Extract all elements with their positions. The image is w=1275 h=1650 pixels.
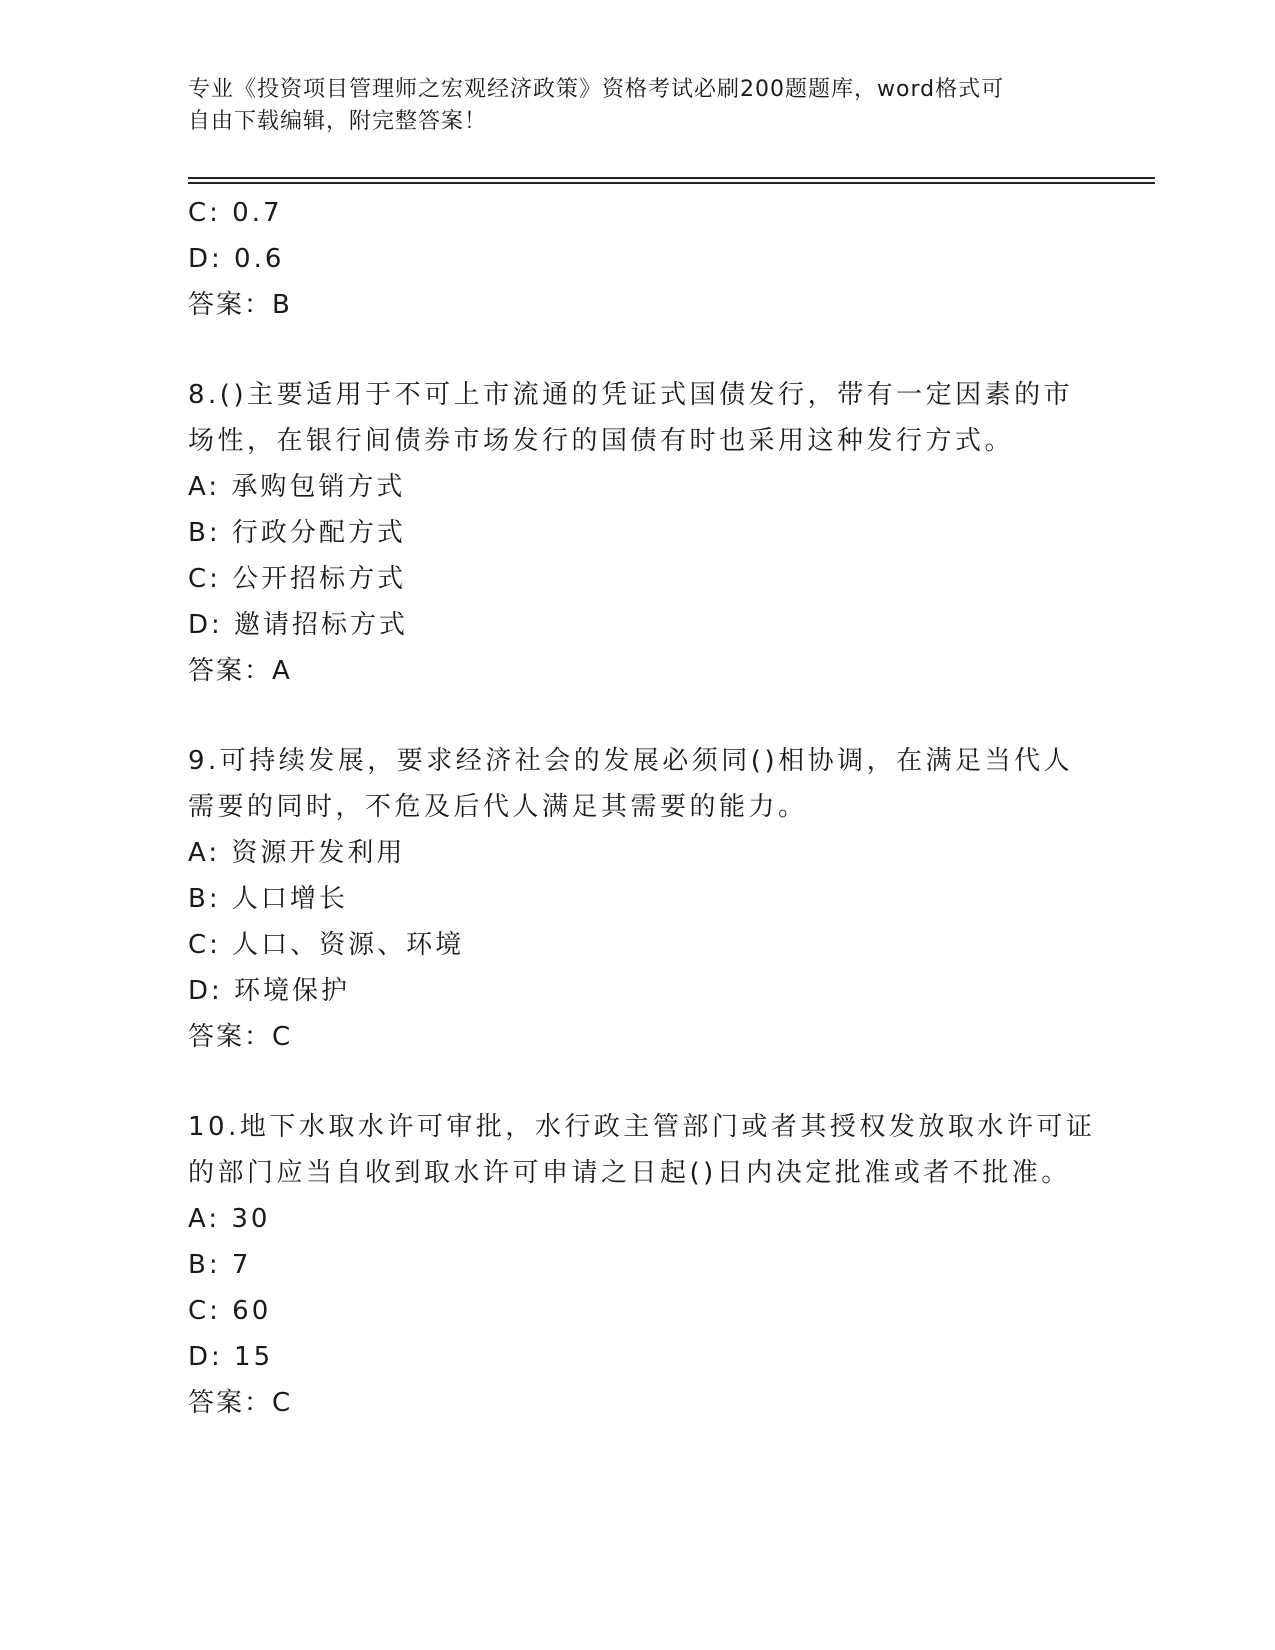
question-9 [188,738,1088,1060]
previous-question-tail [188,190,1088,328]
answer-line: 答案：C [188,1388,293,1418]
header-divider-bottom [188,182,1155,184]
answer-line: 答案：C [188,1022,293,1052]
option-d: D: 0.6 [188,244,285,274]
question-text-line: 10.地下水取水许可审批，水行政主管部门或者其授权发放取水许可证 [188,1112,1096,1142]
option-a: A: 资源开发利用 [188,838,406,868]
option-a: A: 30 [188,1204,271,1234]
question-10 [188,1104,1096,1426]
option-c: C: 公开招标方式 [188,564,407,594]
option-c: C: 0.7 [188,198,283,228]
question-list [188,190,1096,1426]
document-header [188,74,1068,138]
option-c: C: 60 [188,1296,272,1326]
option-d: D: 邀请招标方式 [188,610,409,640]
question-text-line: 9.可持续发展，要求经济社会的发展必须同()相协调，在满足当代人 [188,746,1074,776]
question-8 [188,372,1088,694]
question-text-line: 的部门应当自收到取水许可申请之日起()日内决定批准或者不批准。 [188,1158,1071,1188]
option-d: D: 环境保护 [188,976,351,1006]
option-a: A: 承购包销方式 [188,472,406,502]
answer-line: 答案：B [188,290,292,320]
header-line-1: 专业《投资项目管理师之宏观经济政策》资格考试必刷200题题库，word格式可 [188,77,1005,102]
option-d: D: 15 [188,1342,274,1372]
header-line-2: 自由下载编辑，附完整答案！ [188,109,488,134]
option-c: C: 人口、资源、环境 [188,930,465,960]
question-text [188,738,1088,830]
option-b: B: 人口增长 [188,884,348,914]
header-divider-top [188,177,1155,179]
answer-line: 答案：A [188,656,292,686]
question-text-line: 需要的同时，不危及后代人满足其需要的能力。 [188,792,808,822]
question-text [188,1104,1096,1196]
question-text-line: 场性，在银行间债券市场发行的国债有时也采用这种发行方式。 [188,426,1015,456]
question-text-line: 8.()主要适用于不可上市流通的凭证式国债发行，带有一定因素的市 [188,380,1074,410]
option-b: B: 行政分配方式 [188,518,406,548]
question-text [188,372,1088,464]
option-b: B: 7 [188,1250,252,1280]
